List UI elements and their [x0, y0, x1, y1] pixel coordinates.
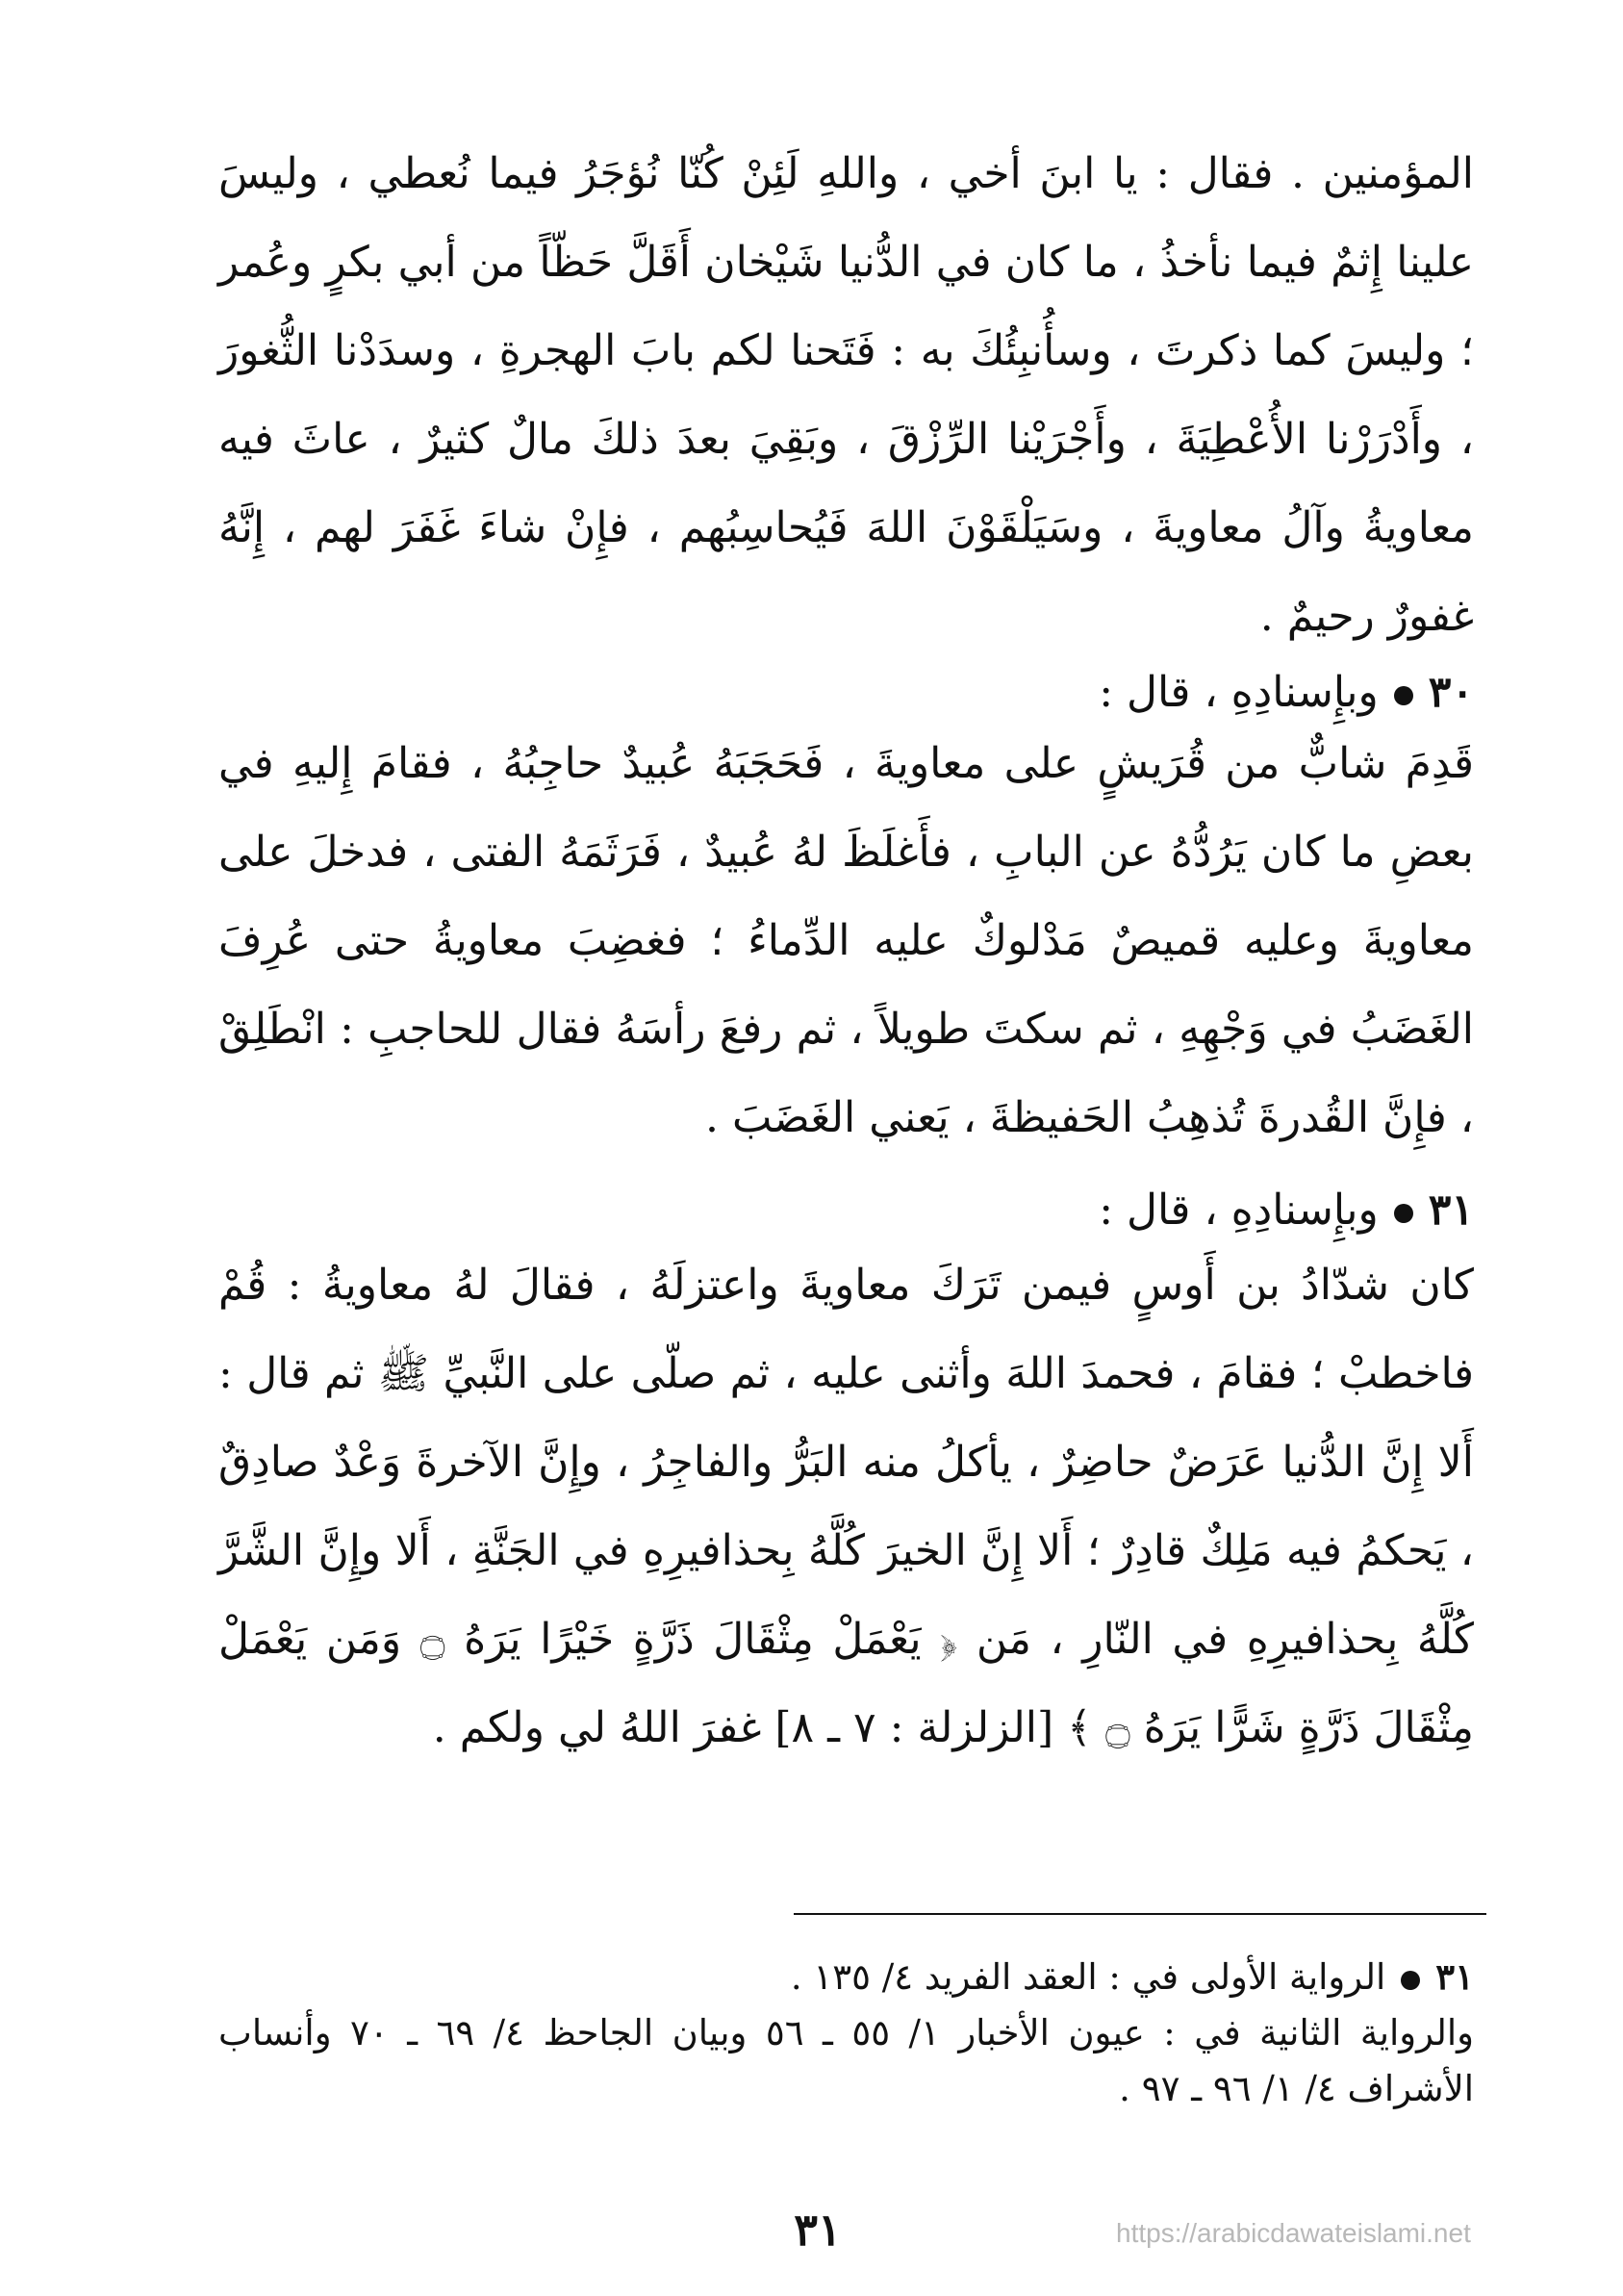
footnote-text: الرواية الأولى في : العقد الفريد ٤/ ١٣٥ .: [790, 1956, 1386, 1998]
paragraph-31: [218, 1241, 1474, 1773]
footnote-divider: [794, 1913, 1486, 1915]
bullet-dot-icon: [1401, 1971, 1420, 1990]
paragraph-text: كان شدّادُ بن أَوسٍ فيمن تَرَكَ معاويةَ واعتزلَهُ ، فقالَ لهُ معاويةُ : قُمْ فاخطبْ ؛ فقامَ ، فحمدَ اللهَ وأثنى عليه ، ثم صلّى على النَّبيِّ ﷺ ثم قال : أَلا إِنَّ الدُّنيا عَرَضٌ حاضِرٌ ، يأكلُ منه البَرُّ والفاجِرُ ، وإِنَّ الآخرةَ وَعْدٌ صادِقٌ ، يَحكمُ فيه مَلِكٌ قادِرٌ ؛ أَلا إِنَّ الخيرَ كُلَّهُ بِحذافيرِهِ في الجَنَّةِ ، أَلا وإِنَّ الشَّرَّ كُلَّهُ بِحذافيرِهِ في النّارِ ، مَن ﴿ يَعْمَلْ مِثْقَالَ ذَرَّةٍ خَيْرًا يَرَهُ ۝ وَمَن يَعْمَلْ مِثْقَالَ ذَرَّةٍ شَرًّا يَرَهُ ۝ ﴾ [الزلزلة : ٧ ـ ٨] غفرَ اللهُ لي ولكم .: [218, 1261, 1474, 1752]
section-number: ٣٠: [1428, 668, 1474, 717]
paragraph-30: [218, 720, 1474, 1162]
bullet-dot-icon: [1394, 1204, 1413, 1223]
paragraph-continuation: [218, 130, 1474, 661]
paragraph-text: قَدِمَ شابٌّ من قُرَيشٍ على معاويةَ ، فَحَجَبَهُ عُبيدٌ حاجِبُهُ ، فقامَ إِليهِ في بعضِ ما كان يَرُدُّهُ عن البابِ ، فأَغلَظَ لهُ عُبيدٌ ، فَرَثَمَهُ الفتى ، فدخلَ على معاويةَ وعليه قميصٌ مَدْلوكٌ عليه الدِّماءُ ؛ فغضِبَ معاويةُ حتى عُرِفَ الغَضَبُ في وَجْهِهِ ، ثم سكتَ طويلاً ، ثم رفعَ رأسَهُ فقال للحاجبِ : انْطَلِقْ ، فإِنَّ القُدرةَ تُذهِبُ الحَفيظةَ ، يَعني الغَضَبَ .: [218, 739, 1474, 1142]
heading-text: وبإِسنادِهِ ، قال :: [1099, 668, 1379, 717]
page-number: ٣١: [794, 2204, 842, 2256]
paragraph-text: المؤمنين . فقال : يا ابنَ أخي ، واللهِ لَئِنْ كُنّا نُؤجَرُ فيما نُعطي ، وليسَ علينا إِثمٌ فيما نأخذُ ، ما كان في الدُّنيا شَيْخان أَقَلَّ حَظّاً من أبي بكرٍ وعُمر ؛ وليسَ كما ذكرتَ ، وسأُنبِئُكَ به : فَتَحنا لكم بابَ الهجرةِ ، وسدَدْنا الثُّغورَ ، وأَدْرَرْنا الأُعْطِيَةَ ، وأَجْرَيْنا الرِّزْقَ ، وبَقِيَ بعدَ ذلكَ مالٌ كثيرٌ ، عاثَ فيه معاويةُ وآلُ معاويةَ ، وسَيَلْقَوْنَ اللهَ فَيُحاسِبُهم ، فإِنْ شاءَ غَفَرَ لهم ، إِنَّهُ غفورٌ رحيمٌ .: [218, 149, 1474, 641]
footnote-text: والرواية الثانية في : عيون الأخبار ١/ ٥٥ ـ ٥٦ وبيان الجاحظ ٤/ ٦٩ ـ ٧٠ وأنساب الأشراف ٤/ ١/ ٩٦ ـ ٩٧ .: [218, 2012, 1475, 2109]
footnote-number: ٣١: [1435, 1955, 1474, 1998]
section-heading-31: [218, 1182, 1474, 1239]
footnotes: [218, 1949, 1474, 2117]
heading-text: وبإِسنادِهِ ، قال :: [1099, 1186, 1379, 1235]
section-heading-30: [218, 664, 1474, 722]
section-number: ٣١: [1428, 1186, 1474, 1235]
bullet-dot-icon: [1394, 686, 1413, 705]
watermark-url: https://arabicdawateislami.net: [1116, 2218, 1471, 2248]
footnote-line: [218, 1949, 1474, 2005]
heading-line: [218, 1182, 1474, 1239]
heading-line: [218, 664, 1474, 722]
